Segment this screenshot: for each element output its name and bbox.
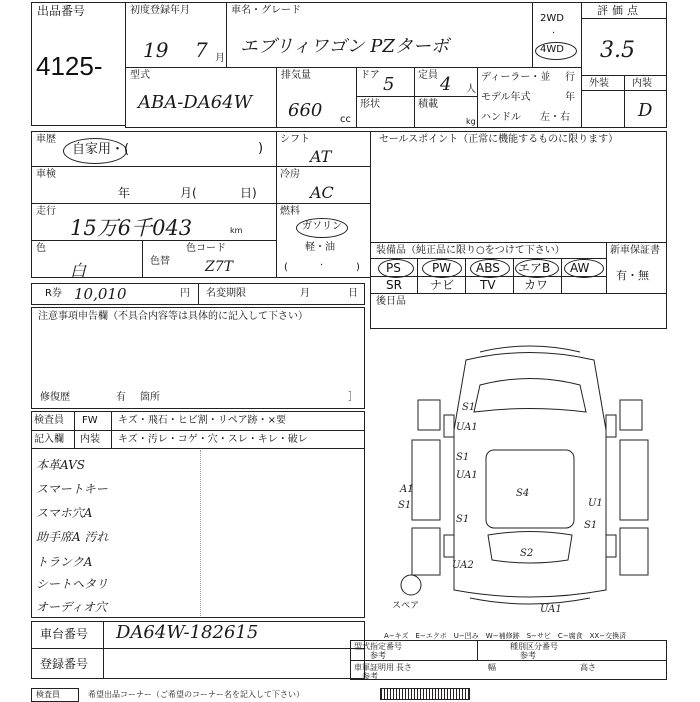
equip-airbag-circle	[515, 259, 559, 278]
mileage-unit: km	[230, 226, 243, 235]
chassis-label: 車台番号	[40, 627, 89, 641]
color-code-value: Z7T	[205, 259, 233, 275]
repaint-label: 色替	[150, 256, 170, 267]
fuel-dot: ·	[320, 260, 324, 271]
inspector-interior-items: キズ・汚レ・コゲ・穴・スレ・キレ・破レ	[118, 434, 308, 445]
chassis-value: DA64W-182615	[116, 622, 259, 643]
fuel-diesel: 軽・油	[305, 242, 335, 253]
dealer-label: ディーラー・並	[481, 72, 551, 83]
warranty-value: 有・無	[616, 269, 649, 282]
inspector-fw-items: キズ・飛石・ヒビ割・リペア跡・×要	[118, 415, 286, 426]
notes-label: 注意事項申告欄（不具合内容等は具体的に記入して下さい）	[38, 311, 308, 322]
lot-number: 4125-	[36, 51, 103, 81]
displacement-label: 排気量	[281, 70, 311, 81]
history-label: 車歴	[36, 134, 56, 145]
height-label: 高さ	[580, 663, 596, 672]
model-grade-value: エブリィワゴン PZターボ	[240, 36, 449, 57]
handwritten-note: スマートキー	[36, 482, 108, 496]
history-close: )	[258, 141, 264, 156]
interior-value: D	[638, 100, 653, 121]
equip-airbag: エアB	[518, 261, 551, 275]
history-value: 自家用・(	[72, 142, 130, 157]
type-label: 型式	[130, 70, 150, 81]
repair-place: 箇所	[140, 392, 160, 403]
later-docs-label: 後日品	[376, 296, 406, 307]
equip-pw: PW	[432, 261, 452, 275]
damage-mark: S1	[462, 402, 476, 413]
inspector-label: 検査員	[34, 415, 64, 426]
footer-barcode	[380, 688, 470, 700]
first-registration-month: 7	[195, 38, 208, 62]
repair-close: ］	[348, 392, 358, 403]
damage-mark: S1	[456, 452, 470, 463]
grade-value: 3.5	[600, 38, 635, 63]
interior-label: 内装	[632, 78, 652, 89]
recycle-label: R券	[45, 288, 62, 299]
dealer-suffix: 行	[565, 72, 575, 83]
damage-mark: UA1	[540, 604, 562, 615]
lot-number-label: 出品番号	[37, 4, 86, 18]
width-label: 幅	[488, 663, 496, 672]
doors-label: ドア	[360, 70, 380, 81]
entry-label: 記入欄	[34, 434, 64, 445]
shape-label: 形状	[360, 99, 380, 110]
fuel-paren-open: (	[284, 262, 288, 273]
person-unit: 人	[466, 84, 476, 95]
equip-sr: SR	[386, 278, 402, 292]
load-label: 積載	[418, 99, 438, 110]
equip-abs-circle	[470, 259, 510, 278]
damage-mark: UA1	[456, 470, 478, 481]
repair-yes: 有	[116, 392, 126, 403]
damage-mark: S4	[516, 488, 530, 499]
drive-4wd: 4WD	[540, 44, 564, 55]
recycle-unit: 円	[180, 288, 190, 299]
category-ref: 参考	[520, 651, 536, 660]
certificate-label: 車軍証明用	[354, 663, 394, 672]
drive-dot: ·	[552, 28, 556, 39]
handwritten-note: トランクA	[36, 555, 93, 569]
handle-value: 左・右	[540, 112, 570, 123]
exterior-label: 外装	[589, 78, 609, 89]
aircon-label: 冷房	[280, 169, 300, 180]
type-value: ABA-DA64W	[138, 92, 253, 113]
damage-legend: A−キズ E−エクボ U−凹み W−補修跡 S−サビ C−腐食 XX−交換済	[384, 632, 627, 640]
handwritten-note: スマホ穴A	[36, 506, 93, 520]
model-grade-label: 車名・グレード	[231, 5, 301, 16]
damage-mark: S1	[398, 500, 412, 511]
spare-label: スペア	[392, 601, 420, 611]
equip-pw-circle	[422, 259, 462, 278]
category-label: 種別区分番号	[510, 642, 558, 651]
repair-label: 修復歴	[40, 392, 70, 403]
mileage-label: 走行	[36, 206, 56, 217]
handwritten-note: 本革AVS	[36, 458, 85, 472]
fuel-label: 燃料	[280, 206, 300, 217]
damage-mark: U1	[588, 498, 603, 509]
inspection-year: 年	[118, 186, 131, 200]
inspection-month: 月(	[180, 186, 197, 200]
recycle-value: 10,010	[74, 285, 127, 303]
handwritten-note: オーディオ穴	[36, 600, 108, 614]
equipment-label: 装備品（純正品に限り○をつけて下さい）	[376, 245, 565, 256]
color-label: 色	[36, 243, 46, 254]
cc-unit: cc	[340, 114, 351, 125]
equip-aw-circle	[564, 259, 604, 278]
handwritten-note: 助手席A 汚れ	[36, 530, 109, 544]
displacement-value: 660	[288, 100, 323, 121]
inspector-interior: 内装	[80, 434, 100, 445]
grade-label: 評価点	[597, 4, 642, 17]
footer-notice: 希望出品コーナー（ご希望のコーナー名を記入して下さい）	[88, 690, 304, 699]
handle-label: ハンドル	[481, 112, 521, 123]
equip-aw: AW	[570, 261, 590, 275]
inspector-fw: FW	[82, 415, 98, 426]
certificate-ref: 参考	[362, 672, 378, 681]
equip-navi: ナビ	[430, 278, 455, 292]
designated-label: 型式指定番号	[354, 642, 402, 651]
damage-mark: A1	[400, 484, 414, 495]
equip-tv: TV	[480, 278, 496, 292]
inspection-label: 車検	[36, 169, 56, 180]
kg-unit: kg	[466, 117, 476, 126]
aircon-value: AC	[310, 183, 334, 202]
equip-ps: PS	[386, 261, 401, 275]
handwritten-note: シートヘタリ	[36, 577, 109, 591]
registration-label: 登録番号	[40, 657, 89, 671]
damage-mark: UA1	[456, 422, 478, 433]
name-change-month: 月	[300, 288, 310, 299]
color-code-label: 色コード	[186, 243, 226, 254]
color-value: 白	[70, 261, 87, 280]
capacity-value: 4	[440, 74, 452, 95]
capacity-label: 定員	[418, 70, 438, 81]
later-docs-box	[370, 293, 667, 329]
damage-mark: S1	[456, 514, 470, 525]
month-unit: 月	[215, 53, 225, 64]
footer-inspector-label: 検査員	[36, 690, 60, 699]
fuel-paren-close: )	[356, 262, 360, 273]
sales-point-label: セールスポイント（正常に機能するものに限ります）	[379, 134, 619, 145]
damage-mark: UA2	[452, 560, 474, 571]
drive-2wd: 2WD	[540, 13, 564, 24]
name-change-day: 日	[348, 288, 358, 299]
length-label: 長さ	[396, 663, 412, 672]
fuel-gasoline: ガソリン	[302, 221, 342, 232]
model-year-unit: 年	[565, 92, 575, 103]
warranty-label: 新車保証書	[610, 245, 660, 256]
first-registration-label: 初度登録年月	[130, 5, 190, 16]
mileage-value: 15万6千043	[70, 216, 193, 240]
damage-mark: S1	[584, 520, 598, 531]
sales-point-box	[370, 131, 667, 243]
equip-leather: カワ	[524, 278, 549, 292]
doors-value: 5	[383, 74, 395, 95]
shift-label: シフト	[280, 134, 310, 145]
inspection-day: 日)	[240, 186, 257, 200]
first-registration-year: 19	[143, 38, 169, 62]
shift-value: AT	[310, 147, 332, 166]
equip-ps-circle	[378, 259, 414, 278]
name-change-label: 名変期限	[206, 288, 246, 299]
damage-mark: S2	[520, 548, 534, 559]
designated-ref: 参考	[370, 651, 386, 660]
model-year-label: モデル年式	[481, 92, 531, 103]
equip-abs: ABS	[476, 261, 500, 275]
